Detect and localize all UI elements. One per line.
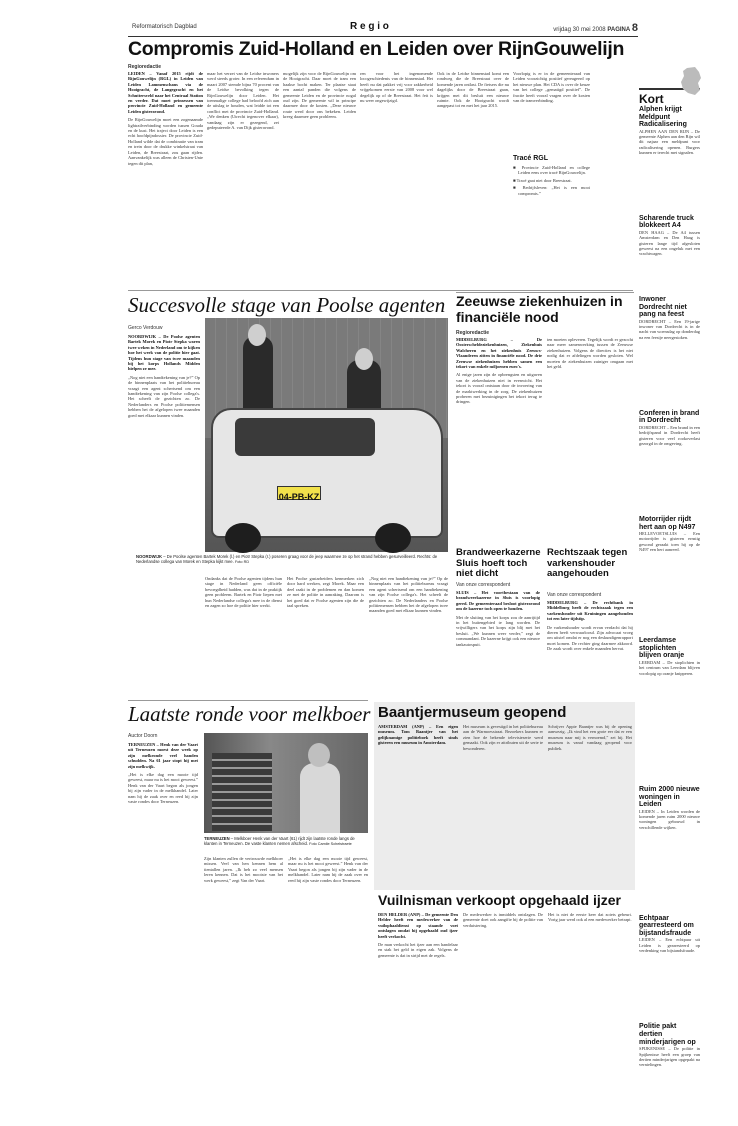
a1-col2: maar het verzet van de Leidse inwoners werd steeds groter. In een referendum in maart 2007 stemde bijna 70 procent van de Leidse bevolking tegen de RijnGouwelijn door Leiden. Het toenmalige college had beloofd zich aan de uitslag te houden, wat leidde tot een conflict met de provincie Zuid-Holland. „We denken (Utrecht tegenover elkaar), vandaag zijn er gezegend, zei gedeputeerde A. van Dijk gisteravond. [207, 71, 279, 131]
kort-item-5 [639, 516, 700, 631]
photo1-credit: Foto RD [234, 560, 250, 565]
kort-text-5: HELLEVOETSLUIS – Een motorrijder is gisteren ernstig gewond geraakt toen hij op de N497 een hert aanreed. [639, 531, 700, 553]
headline-zeeuwse-ziekenhuizen: Zeeuwse ziekenhuizen in financiële nood [456, 293, 623, 325]
a3-text-1: Al enige jaren zijn de opbrengsten en uitgaven van de ziekenhuizen niet in evenwicht. Het tekort is vooral ontstaan door de invoering van de marktwerking in de zorg. De ziekenhuizen proberen met bezuinigingen het tekort terug te dringen. [456, 372, 542, 405]
kort-item-9 [639, 1023, 700, 1126]
rule-a6 [128, 700, 368, 701]
photo1-caption-text: De Poolse agenten Bartek Morek (l.) en Piotr Stepka (r.) poseren graag voor de jeep waarmee ze op het strand hebben gesurveilleerd. Rechts: de Nederlandse collega van Morek en Stepka kijkt mee. [136, 554, 438, 565]
photo1-caption: NOORDWIJK – De Poolse agenten Bartek Morek (l.) en Piotr Stepka (r.) poseren graag voor de jeep waarmee ze op het strand hebben gesurveilleerd. Rechts: de Nederlandse collega van Morek en Stepka kijkt mee. Foto RD [136, 554, 438, 565]
kort-item-3 [639, 296, 700, 404]
a8-text-1: De man verkocht het ijzer aan een handelaar en stak het geld in eigen zak. Volgens de gemeente is dat in strijd met de regels. [378, 942, 458, 958]
headline-poolse-agenten: Succesvolle stage van Poolse agenten [128, 293, 446, 317]
kort-text-9: SPIJKENISSE – De politie in Spijkenisse heeft een groep van dertien minderjarigen opgepakt na vernielingen. [639, 1046, 700, 1068]
a1-col3: mogelijk zijn voor de RijnGouwelijn om de Hooigracht. Daar moet de tram een haakse bocht maken. Ter plaatse staat een aantal panden die volgens de gemeente Leiden en de provincie nogal oud zijn. De gemeente wil in principe daarmee door de kosten. „Deze nieuwe route werd door ons bekeken. Leiden kreeg daarmee geen probleem. [283, 71, 356, 120]
kort-head-5: Motorrijder rijdt hert aan op N497 [639, 515, 696, 531]
a7-col1 [378, 724, 458, 886]
a1-text-1: De RijnGouwelijn moet een zogenaamde lightrailverbinding worden tussen Gouda en de kust. Het traject door Leiden is een echt hoofdpijndossier. De provincie Zuid-Holland wilde dat de combinatie van tram en trein door de drukke winkelstraat van Leiden, de Breestraat, zou gaan rijden. Aanvankelijk was alleen de Christen-Unie tegen dit plan, [128, 117, 203, 166]
kort-head-7: Ruim 2000 nieuwe woningen in Leiden [639, 785, 700, 809]
kort-list [639, 106, 700, 1068]
headline-baantjermuseum: Baantjermuseum geopend [378, 704, 567, 721]
milkman-head [308, 743, 330, 767]
trace-item-3 [513, 185, 590, 196]
a8-col1 [378, 912, 458, 1062]
kort-text-4: DORDRECHT – Een brand in een bedrijfspand in Dordrecht heeft gisteren voor veel rookoverlast gezorgd in de omgeving. [639, 424, 700, 446]
newspaper-name: Reformatorisch Dagblad [132, 24, 197, 30]
trace-item-2-text: Tracé gaat niet door Breestraat. [516, 177, 572, 183]
a4-text-1: Met de sluiting van het korps zou de aanrijtijd in het buitengebied te lang worden. De vrijwilligers van het korps zijn blij met het besluit. „We kunnen weer verder,” zegt de commandant. De kazerne krijgt ook een nieuwe tankautospuit. [456, 614, 540, 647]
a2-col1 [128, 334, 200, 644]
trace-box [513, 155, 590, 196]
jeep-window [235, 418, 375, 456]
a2-col3: Het Poolse gastarbeiders kenmerken zich door hard werken, zegt Morek. Maar een deel raakt in de problemen en dan komen ze met de politie in aanraking. Daarom is het goed dat er Poolse agenten zijn die de taal spreken. [287, 576, 364, 609]
date: vrijdag 30 mei 2008 [553, 27, 606, 33]
a6-col1 [128, 742, 198, 1062]
kort-head-6: Leerdamse stoplichten blijven oranje [639, 637, 685, 660]
plate-text: 04-PB-KZ [278, 492, 320, 502]
a2-lead: NOORDWIJK – De Poolse agenten Bartek Morek en Piotr Stepka waren twee weken in Nederland om te kijken hoe het werk van de politie hier gaat. Tijdens hun stage van twee maanden bij het korps Hollands Midden hielpen ze mee. [128, 334, 200, 372]
a1-lead: LEIDEN – Vanaf 2015 rijdt de RijnGouwelijn (RGL) in Leiden van Leiden Lammenschans via de Hooigracht, de Langegracht en het Schuttersveld naar het Centraal Station en verder. Dat moet prinsessen van provincie Zuid-Holland en gemeente Leiden gisteravond. [128, 71, 203, 114]
a6-lead: TERNEUZEN – Henk van der Vaart uit Terneuzen moest deze week op zijn melkronde veel handen schudden. Na 61 jaar stopt hij met zijn melkwijk. [128, 742, 198, 769]
a4-text [456, 590, 540, 700]
byline-a2: Gerco Verdouw [128, 325, 163, 331]
a8-col3: Het is niet de eerste keer dat zoiets gebeurt. Vorig jaar werd ook al een medewerker betrapt. [548, 912, 632, 923]
photo2-caption: TERNEUZEN – Melkboer Henk van der Vaart (61) rijdt zijn laatste ronde langs de klanten in Terneuzen. De vaste klanten nemen afscheid. Foto Camile Schelstraete [204, 836, 355, 847]
headline-brandweerkazerne: Brandweerkazerne Sluis hoeft toch niet dicht [456, 547, 541, 579]
trace-title: Tracé RGL [513, 155, 549, 162]
a2-text-1: „Nog niet een handtekening van je?” Op de binnenplaats van het politiebureau vraagt een agent schertsend om een handtekening van zijn Poolse collega's. Het scheelt de gezichten zo. De Nederlanders en Poolse politiemensen hebben het de afgelopen twee maanden goed met elkaar kunnen vinden. [128, 374, 200, 418]
a5-text-1: De varkenshouder wordt ervan verdacht dat hij dieren heeft verwaarloosd. Zijn advocaat vroeg om uitstel omdat er nog een deskundigenrapport moet komen. De rechter ging daarmee akkoord. De zaak wordt over enkele maanden hervat. [547, 624, 633, 652]
kort-text-1: ALPHEN AAN DEN RIJN – De gemeente Alphen aan den Rijn wil dit najaar een meldpunt voor radicalisering openen. Burgers kunnen er terecht met signalen. [639, 128, 700, 155]
milkman-body [300, 763, 340, 833]
trace-item-3-text: Bedrijfsleven: „Het is een mooi compromis.” [518, 185, 591, 196]
kort-head-2: Scharende truck blokkeert A4 [639, 214, 694, 230]
a3-lead: MIDDELBURG – De Oosterscheldeziekenhuizen, Ziekenhuis Walcheren en het ziekenhuis Zeeuws-Vlaanderen zitten in financiële nood. De drie Zeeuwse ziekenhuizen hebben samen een tekort van enkele miljoenen euro's. [456, 337, 542, 370]
a1-col6 [513, 71, 590, 284]
a1-text-6: Voorlopig is er in de gemeenteraad van Leiden voorzichtig positief gereageerd op het nieuwe plan. Het CDA is over de keuze van het college „gematigd positief”. De fractie heeft vooral vragen over de kosten van de tramverbinding. [513, 71, 590, 104]
kort-header [639, 88, 700, 106]
a6-text-3: „Het is elke dag een mooie tijd geweest, maar nu is het mooi geweest.” Henk van der Vaart begon als jongen bij zijn vader in de melkhandel. Later nam hij de zaak over en reed hij zijn vaste rondes door Terneuzen. [288, 856, 368, 883]
rule-a2 [128, 290, 633, 291]
a5-text [547, 600, 633, 700]
a6-col2: Zijn klanten zullen de vertrouwde melkboer missen. Veel van hen kennen hem al tientallen jaren. „Ik heb zo veel mensen leren kennen. Dat is het mooiste van het werk geweest,” zegt Van der Vaart. [204, 856, 283, 883]
trace-item-1-text: Provincie Zuid-Holland en college Leiden eens over tracé RijnGouwelijn. [518, 165, 591, 176]
tag-a5: Van onze correspondent [547, 592, 602, 598]
byline-a6: Auctor Doorn [128, 733, 158, 739]
a2-col2: Ondanks dat de Poolse agenten tijdens hun stage in Nederland geen officiële bevoegdheid hadden, was dat in de praktijk geen probleem. Bartek en Piotr liepen met hun Nederlandse collega's mee in de dienst en zagen zo hoe de politie hier werkt. [205, 576, 282, 609]
a2-col4 [369, 576, 448, 656]
kort-head-3: Inwoner Dordrecht niet pang na feest [639, 295, 687, 319]
trace-item-1 [513, 165, 590, 176]
kort-text-8: LEIDEN – Een echtpaar uit Leiden is gearresteerd op verdenking van bijstandsfraude. [639, 937, 700, 954]
a6-col3 [288, 856, 368, 1061]
page-number: 8 [631, 22, 638, 34]
milk-crates [212, 753, 272, 831]
photo1-caption-head: NOORDWIJK [136, 554, 163, 559]
agent-right-head [355, 348, 373, 370]
kort-text-3: DORDRECHT – Een 19-jarige inwoner van Dordrecht is in de nacht van woensdag op donderdag na een feestje neergestoken. [639, 318, 700, 340]
bullet-square-icon: ■ [513, 185, 523, 191]
jeep-wheel-left [225, 523, 261, 553]
a7-col3: Schrijver Appie Baantjer was bij de opening aanwezig. „Ik vind het een grote eer dat er een museum naar mij is vernoemd,” zei hij. Het museum is vanaf vandaag geopend voor publiek. [548, 724, 632, 751]
a8-col2: De medewerker is inmiddels ontslagen. De gemeente doet ook aangifte bij de politie van verduistering. [463, 912, 543, 928]
kort-head-1: Alphen krijgt Meldpunt Radicalisering [639, 106, 687, 129]
a1-col1 [128, 71, 203, 284]
photo2-credit: Foto Camile Schelstraete [309, 842, 352, 847]
photo-poolse-agenten [205, 318, 448, 552]
jeep-wheel-right [375, 523, 411, 553]
headline-vuilnisman: Vuilnisman verkoopt opgehaald ijzer [378, 892, 621, 908]
a4-lead: SLUIS – Het voortbestaan van de brandweerkazerne in Sluis is voorlopig gered. De gemeenteraad besloot gisteravond om de kazerne toch open te houden. [456, 590, 540, 612]
netherlands-map-icon [679, 66, 703, 96]
a3-col2: ten moeten opleveren. Tegelijk wordt er gezocht naar meer samenwerking tussen de Zeeuwse ziekenhuizen. Volgens de directies is het niet nodig dat er afdelingen worden gesloten. Wel moeten de ziekenhuizen zuiniger omgaan met het geld. [547, 337, 633, 370]
headline-compromis: Compromis Zuid-Holland en Leiden over RijnGouwelijn [128, 38, 625, 60]
kort-item-2 [639, 215, 700, 290]
a8-lead: DEN HELDER (ANP) – De gemeente Den Helder heeft een medewerker van de vuilophaaldienst op staande voet ontslagen omdat hij opgehaald oud ijzer heeft verkocht. [378, 912, 458, 939]
section-title: R e g i o [350, 21, 389, 32]
a6-text-1: „Het is elke dag een mooie tijd geweest, maar nu is het mooi geweest.” Henk van der Vaart begon als jongen bij zijn vader in de melkhandel. Later nam hij de zaak over en reed hij zijn vaste rondes door Terneuzen. [128, 772, 198, 805]
kort-item-7 [639, 786, 700, 909]
page-label: PAGINA [607, 27, 631, 33]
header-rule [128, 36, 638, 37]
kort-title: Kort [639, 92, 664, 106]
photo2-caption-text: Melkboer Henk van der Vaart (61) rijdt zijn laatste ronde langs de klanten in Terneuzen. De vaste klanten nemen afscheid. [204, 836, 355, 847]
agent-left-head [248, 324, 266, 346]
kort-item-1 [639, 106, 700, 209]
a1-col4: ren voor het ingenomende locogeschiedenis van de binnenstad. Het heeft nu dat pakket vrij voor zakkerheid vrijgekomen eerste van 2008 voor wel degelijk op of de Breestraat. Het feit is nu weer ongewijzigd. [360, 71, 433, 104]
tag-a1: Regioredactie [128, 64, 162, 70]
tag-a4: Van onze correspondent [456, 582, 511, 588]
a5-lead: MIDDELBURG – De rechtbank in Middelburg heeft de rechtszaak tegen een varkenshouder uit Kruiningen aangehouden tot een later tijdstip. [547, 600, 633, 622]
kort-item-6 [639, 637, 700, 780]
date-line [553, 22, 638, 34]
headline-melkboer: Laatste ronde voor melkboer [128, 702, 371, 726]
a1-col5: Ook in de Leidse binnenstad komt een rondweg die de Breestraat over de komende jaren ontlast. De fietsers die nu dagelijks door de Breestraat gaan, krijgen met dit besluit een nieuwe ruimte. Ook de Hooigracht wordt aangepast tot en met het jaar 2015. [437, 71, 509, 109]
photo2-caption-head: TERNEUZEN [204, 836, 230, 841]
license-plate [277, 486, 321, 500]
a2-text-4: „Nog niet een handtekening van je?” Op de binnenplaats van het politiebureau vraagt een agent schertsend om een handtekening van zijn Poolse collega's. Het scheelt de gezichten zo. De Nederlanders en Poolse politiemensen hebben het de afgelopen twee maanden goed met elkaar kunnen vinden. [369, 576, 448, 614]
kort-item-8 [639, 915, 700, 1018]
bullet-square-icon: ■ [513, 165, 522, 170]
kort-item-4 [639, 410, 700, 510]
a7-col2: Het museum is gevestigd in het politiebureau aan de Warmoesstraat. Bezoekers kunnen er zien hoe de bekende televisieserie werd gemaakt. Ook zijn er attributen uit de serie te bewonderen. [463, 724, 543, 751]
kort-head-8: Echtpaar gearresteerd om bijstandsfraude [639, 914, 694, 937]
kort-text-2: DEN HAAG – De A4 tussen Amsterdam en Den Haag is gisteren lange tijd afgesloten geweest na een ongeluk met een vrachtwagen. [639, 229, 700, 257]
photo-melkboer [204, 733, 368, 833]
kort-text-7: LEIDEN – In Leiden worden de komende jaren ruim 2000 nieuwe woningen gebouwd in verschillende wijken. [639, 808, 700, 830]
a3-col1 [456, 337, 542, 542]
trace-item-2 [513, 178, 590, 183]
kort-head-9: Politie pakt dertien minderjarigen op [639, 1023, 696, 1046]
kort-head-4: Conferen in brand in Dordrecht [639, 409, 700, 425]
bullet-square-icon: ■ [513, 177, 517, 183]
a7-lead: AMSTERDAM (ANP) – Een eigen museum. Tom Baantjer van het gelijknamige politieboek heeft sinds gisteren een museum in Amsterdam. [378, 724, 458, 746]
kort-text-6: LEERDAM – De stoplichten in het centrum van Leerdam blijven voorlopig op oranje knipperen. [639, 659, 700, 676]
headline-rechtszaak: Rechtszaak tegen varkenshouder aangehouden [547, 547, 628, 579]
header-bar [128, 22, 638, 36]
tag-a3: Regioredactie [456, 330, 490, 336]
